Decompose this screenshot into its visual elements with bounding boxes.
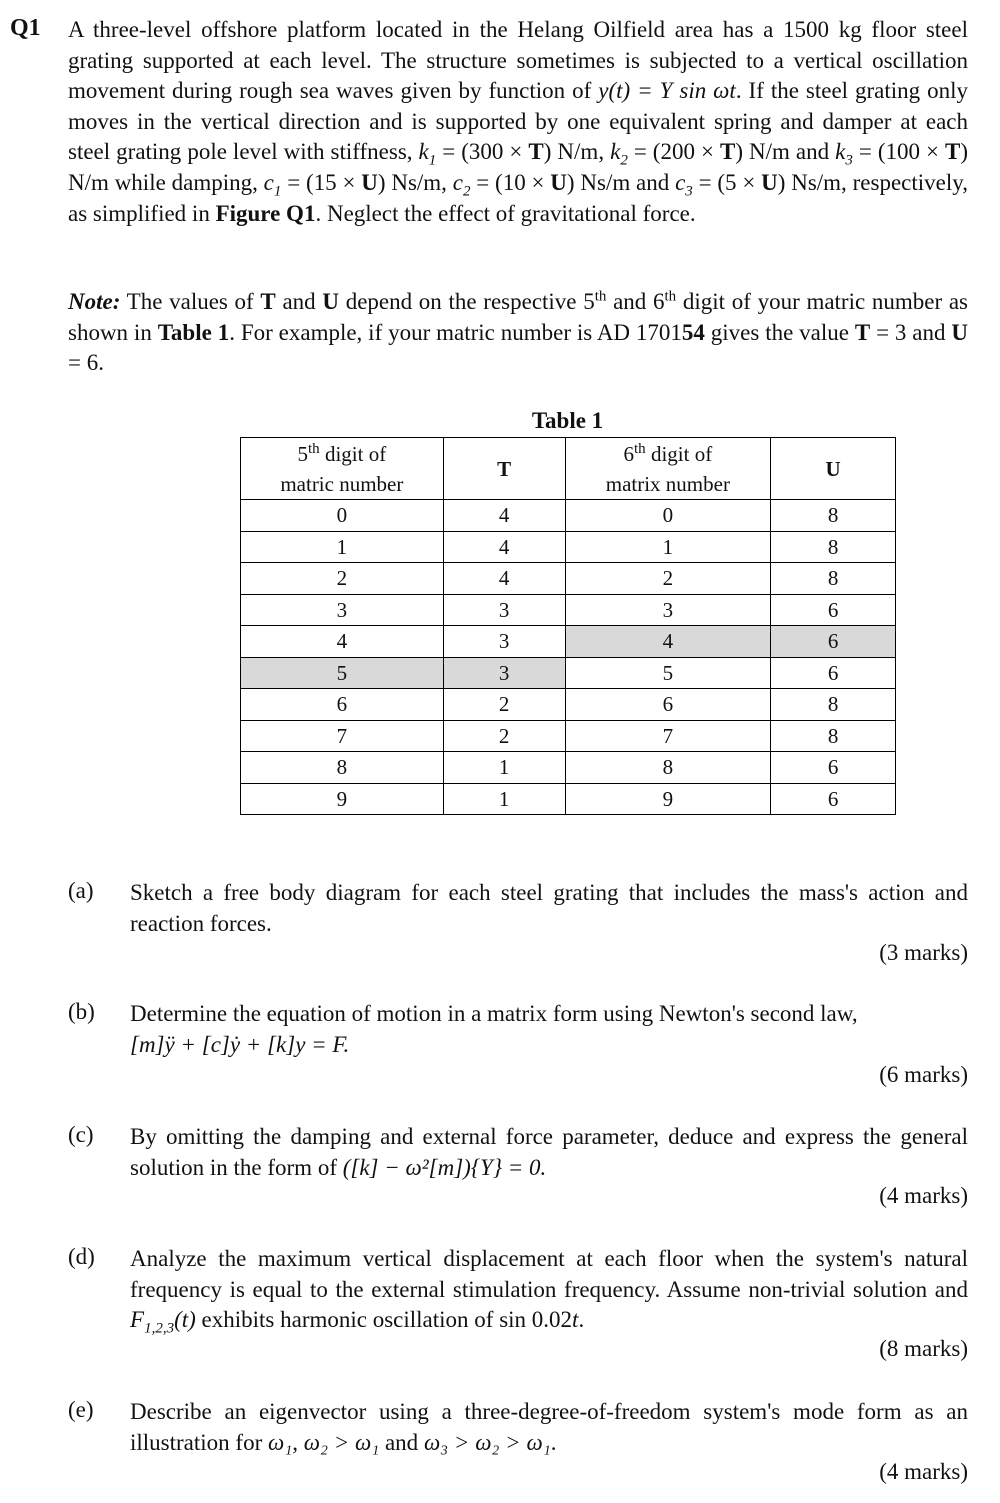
- highlighted-cell: 5: [241, 657, 444, 689]
- table-caption: Table 1: [531, 408, 604, 433]
- header-6th-digit: 6th digit of matrix number: [565, 438, 771, 500]
- table-row: 5 3 5 6: [241, 657, 896, 689]
- table-header-row: [241, 438, 896, 500]
- table-row: 1 4 1 8: [241, 531, 896, 563]
- header-t: T: [443, 438, 565, 500]
- table-row: 4 3 4 6: [241, 626, 896, 658]
- part-a-marks: (3 marks): [879, 940, 968, 965]
- table-row: 6 2 6 8: [241, 689, 896, 721]
- highlighted-cell: 6: [771, 626, 896, 658]
- part-d-text: Analyze the maximum vertical displacement at each floor when the system's natural frequency is equal to the external stimulation frequency. Assume non-trivial solution and $F_{1,2,3}(t)$ exhibits harmonic oscillation of sin 0.02t.: [130, 1246, 968, 1337]
- table-row: 3 3 3 6: [241, 594, 896, 626]
- part-a-text: Sketch a free body diagram for each steel grating that includes the mass's action and reaction forces.: [130, 880, 968, 936]
- part-e-label: (e): [68, 1397, 94, 1422]
- figure-reference: Figure Q1: [215, 200, 316, 226]
- part-c-marks: (4 marks): [879, 1183, 968, 1208]
- highlighted-cell: 3: [443, 657, 565, 689]
- note-paragraph: Note: The values of T and U depend on the respective 5th and 6th digit of your matric number as shown in Table 1. For example, if your matric number is AD 170154 gives the value T = 3 and U = 6.: [68, 288, 968, 376]
- part-e-marks: (4 marks): [879, 1459, 968, 1484]
- part-c-label: (c): [68, 1122, 94, 1147]
- question-intro: A three-level offshore platform located in the Helang Oilfield area has a 1500 kg floor steel grating supported at each level. The structure sometimes is subjected to a vertical oscillation movement during rough sea waves given by function of y(t) = Y sin ωt. If the steel grating only moves in the vertical direction and is supported by one equivalent spring and damper at each steel grating pole level with stiffness, $k_1 = (300 \times T)$ N/m, $k_2 = (200 \times T)$ N/m and $k_3 = (100 \times T)$ N/m while damping, $c_1 = (15 \times U)$ Ns/m, $c_2 = (10 \times U)$ Ns/m and $c_3 = (5 \times U)$ Ns/m, respectively, as simplified in Figure Q1. Neglect the effect of gravitational force.: [68, 17, 969, 226]
- question-number: Q1: [10, 15, 41, 41]
- part-e-text: Describe an eigenvector using a three-degree-of-freedom system's mode form as an illustration for ω₁, ω₂ > ω₁ and ω₃ > ω₂ > ω₁.: [130, 1399, 968, 1455]
- part-b-marks: (6 marks): [879, 1062, 968, 1087]
- part-b-label: (b): [68, 999, 95, 1024]
- table-reference: Table 1: [157, 319, 230, 345]
- table-row: 7 2 7 8: [241, 720, 896, 752]
- part-a-label: (a): [68, 878, 94, 903]
- part-b-text: Determine the equation of motion in a matrix form using Newton's second law, [m]ÿ + [c]ẏ + [k]y = F.: [130, 1001, 858, 1057]
- header-5th-digit: 5th digit of matric number: [241, 438, 444, 500]
- highlighted-cell: 4: [565, 626, 771, 658]
- table-1: [240, 437, 896, 815]
- table-row: 2 4 2 8: [241, 563, 896, 595]
- part-d-marks: (8 marks): [879, 1336, 968, 1361]
- part-d-label: (d): [68, 1244, 95, 1269]
- part-c-text: By omitting the damping and external force parameter, deduce and express the general solution in the form of ([k] − ω²[m]){Y} = 0.: [130, 1124, 968, 1180]
- table-row: 8 1 8 6: [241, 752, 896, 784]
- table-row: 0 4 0 8: [241, 500, 896, 532]
- table-row: 9 1 9 6: [241, 783, 896, 815]
- header-u: U: [771, 438, 896, 500]
